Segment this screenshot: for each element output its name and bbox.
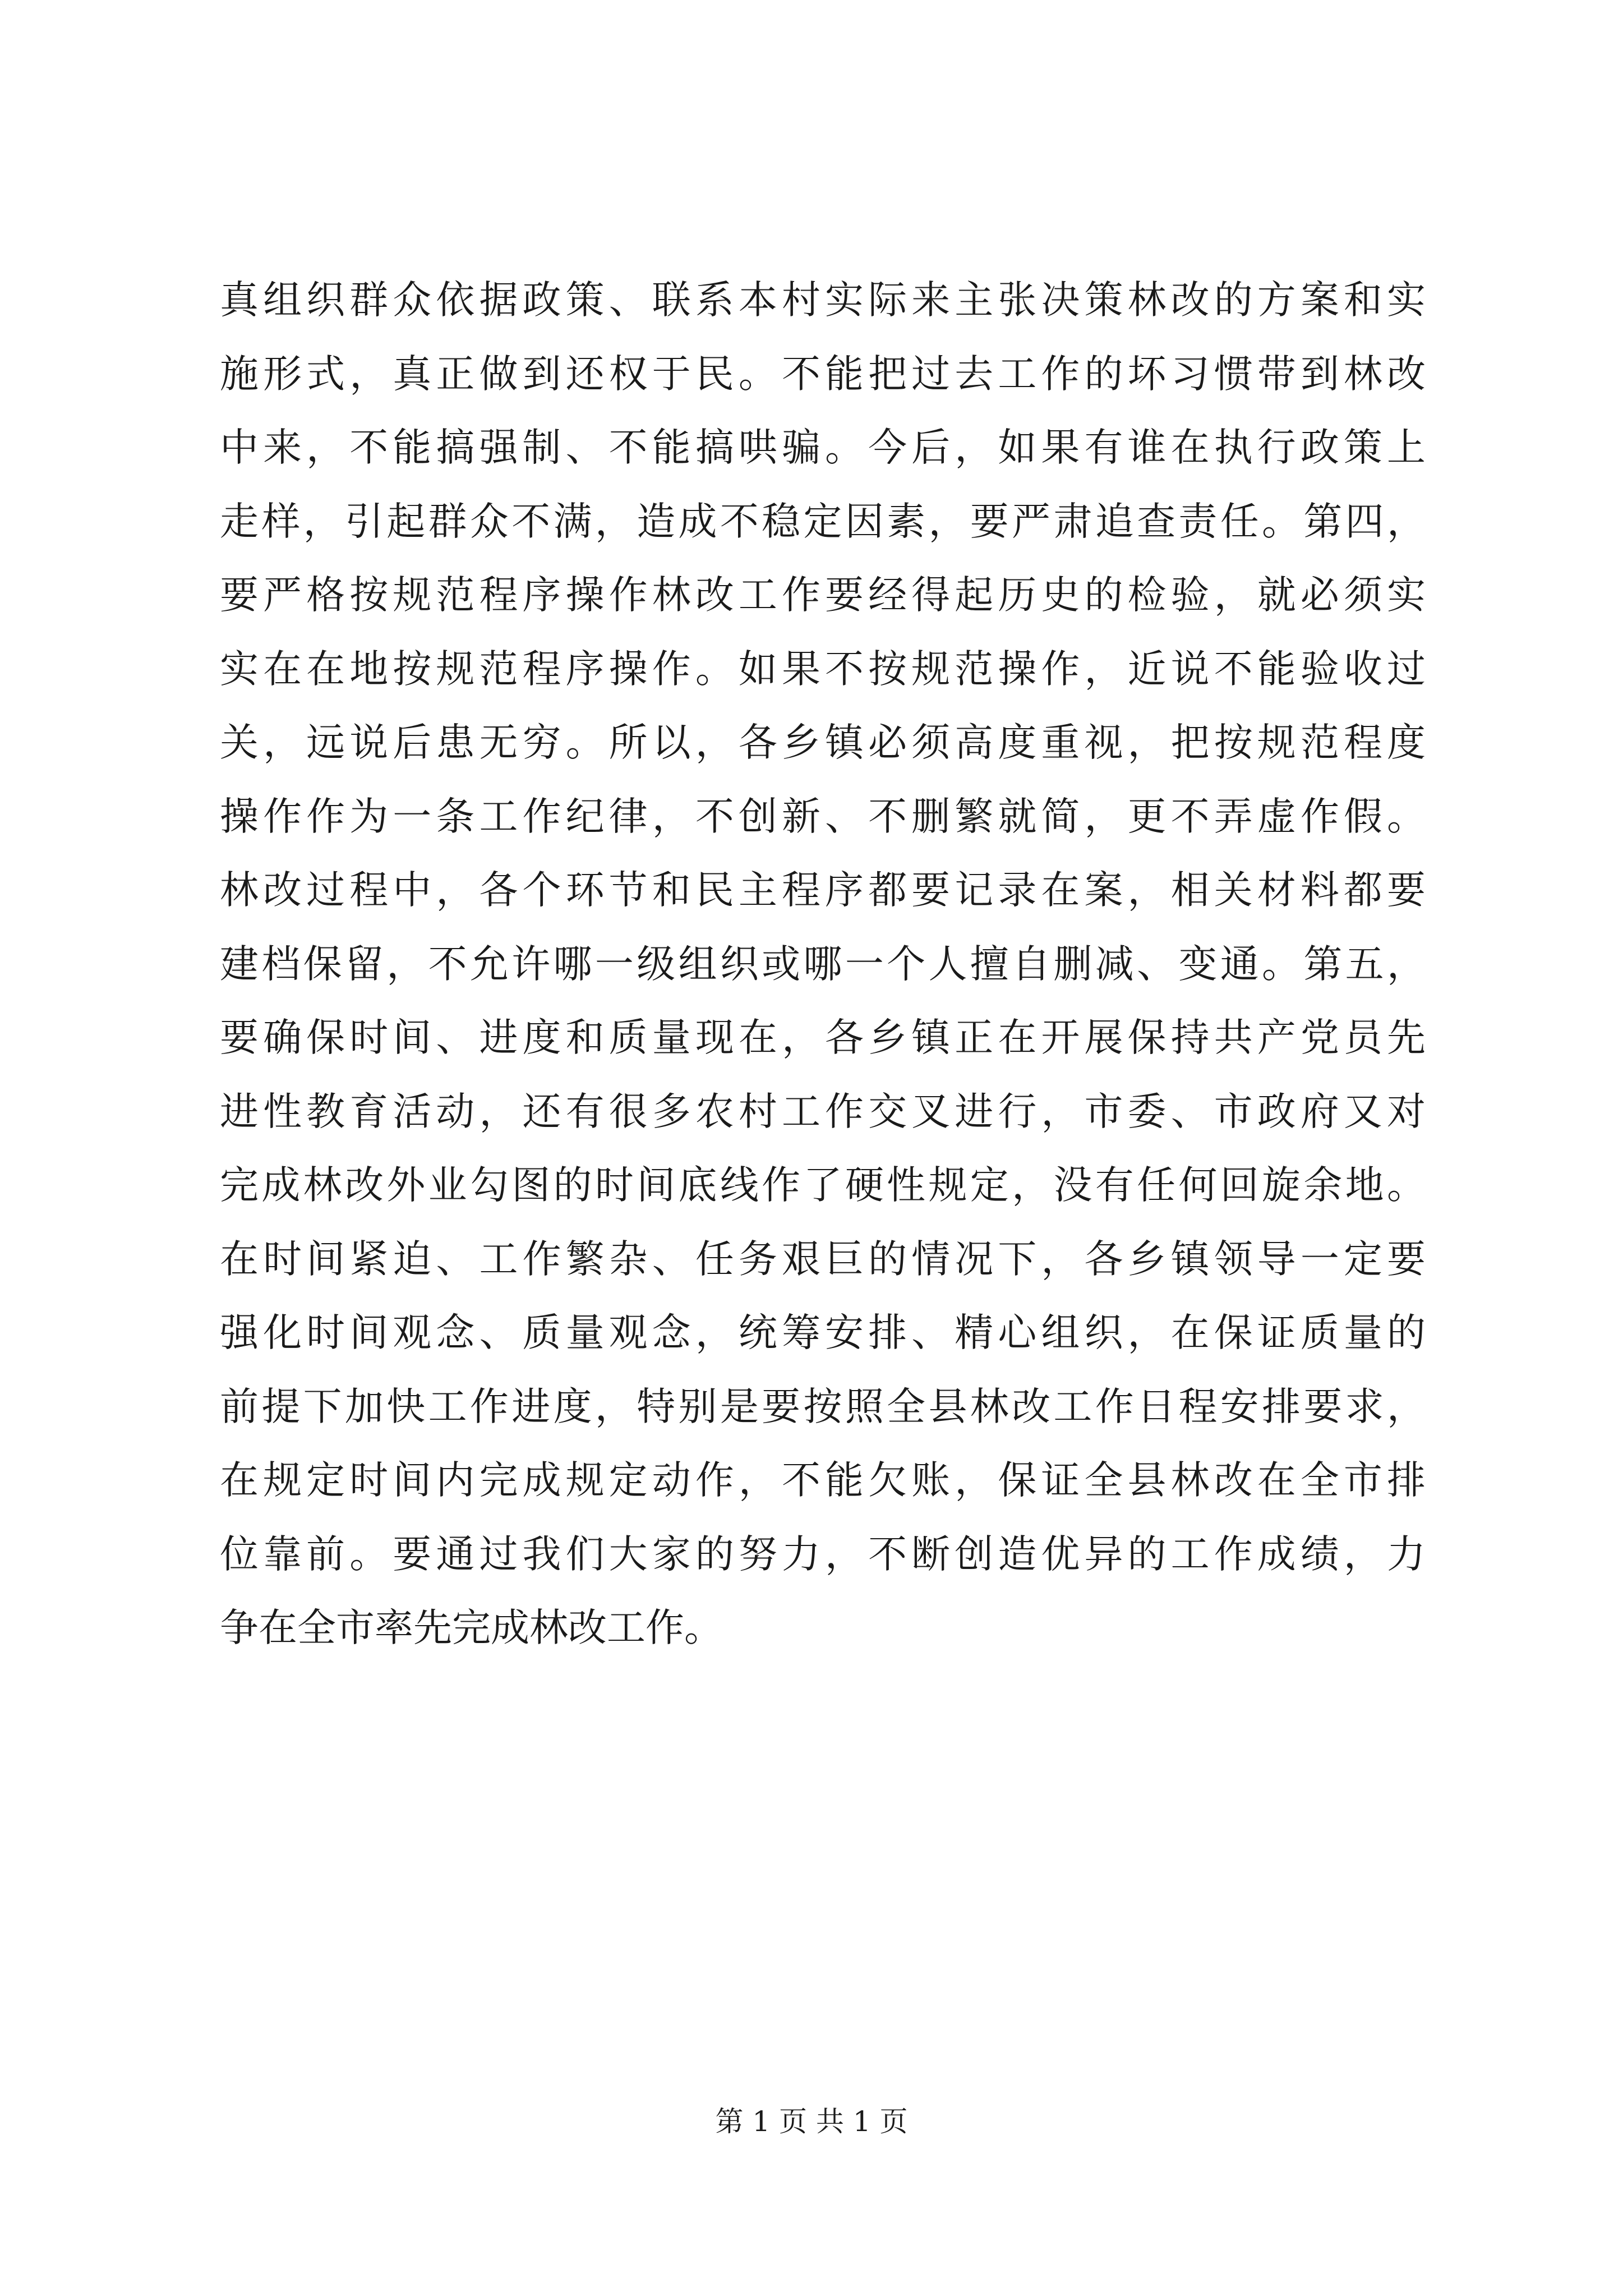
text-line: 走样，引起群众不满，造成不稳定因素，要严肃追查责任。第四， (220, 499, 1426, 544)
text-line: 要确保时间、进度和质量现在，各乡镇正在开展保持共产党员先 (220, 1015, 1426, 1060)
text-line: 操作作为一条工作纪律，不创新、不删繁就简，更不弄虚作假。 (220, 794, 1426, 839)
text-line: 建档保留，不允许哪一级组织或哪一个人擅自删减、变通。第五， (220, 941, 1426, 987)
text-line: 在规定时间内完成规定动作，不能欠账，保证全县林改在全市排 (220, 1458, 1426, 1503)
text-line-last: 争在全市率先完成林改工作。 (220, 1605, 723, 1650)
text-line: 进性教育活动，还有很多农村工作交叉进行，市委、市政府又对 (220, 1089, 1426, 1134)
text-line: 强化时间观念、质量观念，统筹安排、精心组织，在保证质量的 (220, 1310, 1426, 1355)
text-line: 林改过程中，各个环节和民主程序都要记录在案，相关材料都要 (220, 868, 1426, 913)
text-line: 在时间紧迫、工作繁杂、任务艰巨的情况下，各乡镇领导一定要 (220, 1236, 1426, 1282)
text-line: 完成林改外业勾图的时间底线作了硬性规定，没有任何回旋余地。 (220, 1163, 1426, 1208)
text-line: 前提下加快工作进度，特别是要按照全县林改工作日程安排要求， (220, 1384, 1426, 1429)
text-line: 要严格按规范程序操作林改工作要经得起历史的检验，就必须实 (220, 573, 1426, 618)
text-line: 位靠前。要通过我们大家的努力，不断创造优异的工作成绩，力 (220, 1531, 1426, 1577)
text-line: 真组织群众依据政策、联系本村实际来主张决策林改的方案和实 (220, 278, 1426, 323)
body-paragraph (220, 264, 1426, 1665)
text-line: 关，远说后患无穷。所以，各乡镇必须高度重视，把按规范程度 (220, 720, 1426, 765)
text-line: 实在在地按规范程序操作。如果不按规范操作，近说不能验收过 (220, 646, 1426, 692)
page-footer: 第 1 页 共 1 页 (715, 2105, 908, 2138)
text-line: 中来，不能搞强制、不能搞哄骗。今后，如果有谁在执行政策上 (220, 425, 1426, 470)
text-line: 施形式，真正做到还权于民。不能把过去工作的坏习惯带到林改 (220, 351, 1426, 397)
